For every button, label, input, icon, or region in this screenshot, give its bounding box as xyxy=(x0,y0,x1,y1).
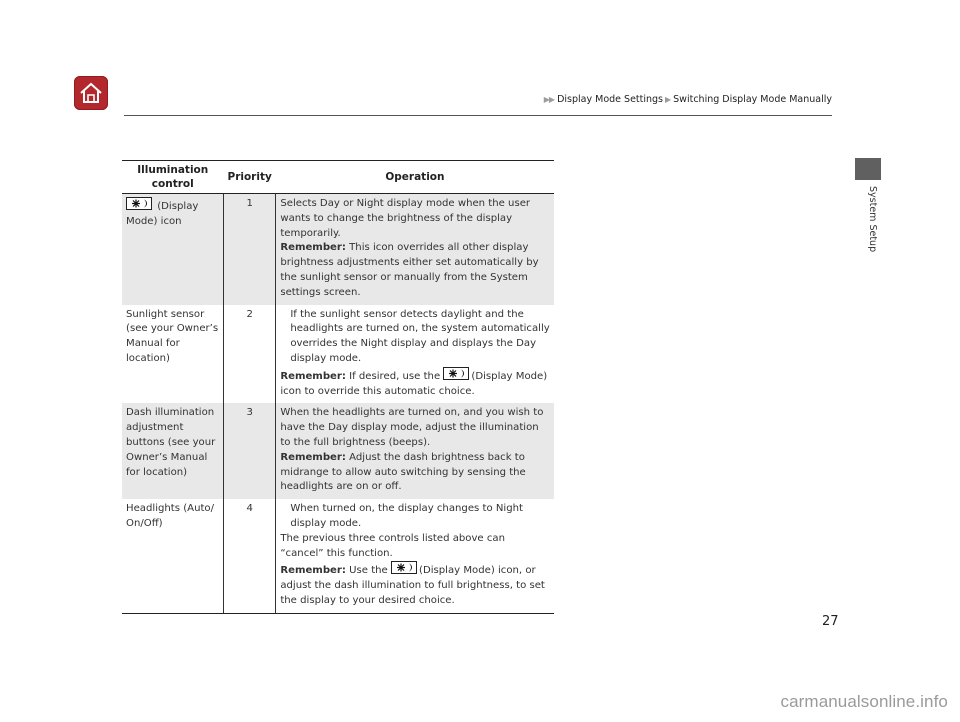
operation-cell xyxy=(276,499,554,613)
remember-text: This icon overrides all other display brightness adjustments either set automatically by the sunlight sensor or manually from the System settings screen. xyxy=(280,242,539,298)
remember-text: (Display Mode) icon, or adjust the dash illumination to full brightness, to set the display to your desired choice. xyxy=(280,565,545,606)
remember-note xyxy=(280,451,550,495)
remember-text: (Display Mode) icon to override this automatic choice. xyxy=(280,370,548,397)
remember-note xyxy=(280,561,550,608)
operation-cell xyxy=(276,403,554,499)
remember-text: If desired, use the xyxy=(349,370,441,382)
remember-label: Remember: xyxy=(280,565,346,577)
home-icon xyxy=(79,81,103,105)
remember-text: Adjust the dash brightness back to midrange to allow auto switching by sensing the headlights are on or off. xyxy=(280,451,526,493)
remember-label: Remember: xyxy=(280,451,346,463)
operation-text: The previous three controls listed above can “cancel” this function. xyxy=(280,532,505,559)
control-cell: Sunlight sensor (see your Owner’s Manual for location) xyxy=(122,305,224,404)
display-mode-icon xyxy=(443,367,469,380)
table-row xyxy=(122,194,554,305)
operation-cell xyxy=(276,194,554,305)
remember-text: Use the xyxy=(349,565,388,577)
breadcrumb-item[interactable]: Switching Display Mode Manually xyxy=(673,94,832,105)
priority-cell: 3 xyxy=(224,403,276,499)
display-mode-icon xyxy=(126,197,152,210)
operation-text: If the sunlight sensor detects daylight and the headlights are turned on, the system automatically overrides the Night display and displays the Day display mode. xyxy=(290,308,550,364)
operation-cell xyxy=(276,305,554,404)
breadcrumb xyxy=(544,94,832,105)
priority-cell: 4 xyxy=(224,499,276,613)
control-cell: Dash illumination adjustment buttons (see your Owner’s Manual for location) xyxy=(122,403,224,499)
breadcrumb-arrow-icon: ▶▶ xyxy=(543,95,555,104)
operation-text: When turned on, the display changes to Night display mode. xyxy=(290,503,523,529)
operation-text: When the headlights are turned on, and you wish to have the Day display mode, adjust the illumination to the full brightness (beeps). xyxy=(280,407,544,448)
operation-text: Selects Day or Night display mode when the user wants to change the brightness of the display temporarily. xyxy=(280,198,531,239)
section-tab-marker[interactable] xyxy=(855,158,881,180)
illumination-control-table xyxy=(122,160,554,614)
remember-note xyxy=(280,367,550,400)
breadcrumb-item[interactable]: Display Mode Settings xyxy=(557,94,663,105)
column-header-priority: Priority xyxy=(224,161,276,194)
priority-cell: 1 xyxy=(224,194,276,305)
column-header-operation: Operation xyxy=(276,161,554,194)
watermark: carmanualsonline.info xyxy=(780,692,948,711)
column-header-control: Illumination control xyxy=(122,161,224,194)
priority-cell: 2 xyxy=(224,305,276,404)
control-cell xyxy=(122,194,224,305)
control-cell: Headlights (Auto/ On/Off) xyxy=(122,499,224,613)
table-row xyxy=(122,499,554,613)
display-mode-icon xyxy=(391,561,417,574)
table-row xyxy=(122,305,554,404)
remember-note xyxy=(280,241,550,300)
home-button[interactable] xyxy=(74,76,108,110)
breadcrumb-separator-icon: ▶ xyxy=(665,95,672,104)
section-tab-label: System Setup xyxy=(867,186,878,253)
remember-label: Remember: xyxy=(280,370,346,382)
control-label: (Display Mode) icon xyxy=(126,201,199,227)
page-number: 27 xyxy=(822,614,839,629)
header-divider xyxy=(124,115,832,116)
remember-label: Remember: xyxy=(280,242,346,254)
table-row xyxy=(122,403,554,499)
table-header-row xyxy=(122,161,554,194)
